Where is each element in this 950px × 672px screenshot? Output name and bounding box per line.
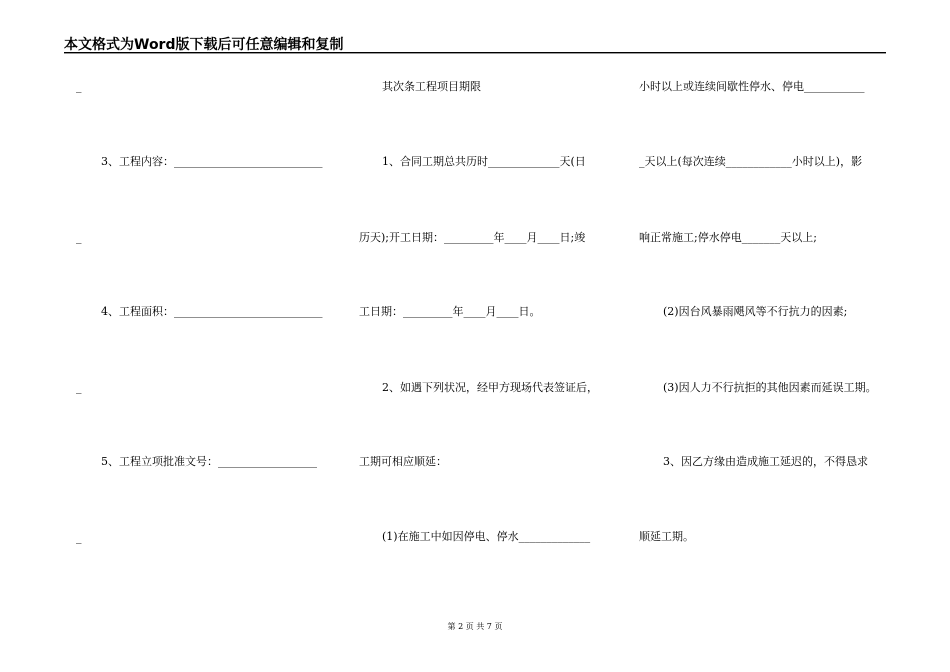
left-dash-4: _	[76, 531, 82, 544]
middle-line-5: 2、如遇下列状况，经甲方现场代表签证后，	[382, 381, 598, 394]
middle-line-1: 其次条工程项目期限	[382, 80, 481, 93]
left-dash-3: _	[76, 381, 82, 394]
middle-line-4: 工日期：_________年____月____日。	[359, 305, 541, 318]
right-line-3: 响正常施工;停水停电_______天以上;	[639, 231, 817, 244]
middle-line-7: (1)在施工中如因停电、停水_____________	[382, 530, 591, 543]
left-item-5-approval-number: 5、工程立项批准文号：__________________	[101, 455, 317, 468]
page-header-title: 本文格式为Word版下载后可任意编辑和复制	[64, 37, 344, 53]
right-line-4: (2)因台风暴雨飓风等不行抗力的因素;	[663, 305, 848, 318]
right-line-2: _天以上(每次连续____________小时以上)，影	[639, 155, 863, 168]
right-line-6: 3、因乙方缘由造成施工延迟的，不得恳求	[663, 455, 868, 468]
middle-line-6: 工期可相应顺延：	[359, 455, 447, 468]
header-rule	[64, 52, 886, 53]
middle-line-2: 1、合同工期总共历时_____________天(日	[382, 155, 586, 168]
right-line-5: (3)因人力不行抗拒的其他因素而延误工期。	[663, 381, 877, 394]
left-dash-2: _	[76, 231, 82, 244]
left-item-4-work-area: 4、工程面积：___________________________	[101, 305, 323, 318]
right-line-1: 小时以上或连续间歇性停水、停电___________	[639, 80, 865, 93]
left-dash-1: _	[76, 80, 82, 93]
page-number-footer: 第 2 页 共 7 页	[447, 622, 503, 631]
middle-line-3: 历天);开工日期：_________年____月____日;竣	[359, 231, 586, 244]
left-item-3-work-content: 3、工程内容：___________________________	[101, 155, 323, 168]
right-line-7: 顺延工期。	[639, 530, 694, 543]
